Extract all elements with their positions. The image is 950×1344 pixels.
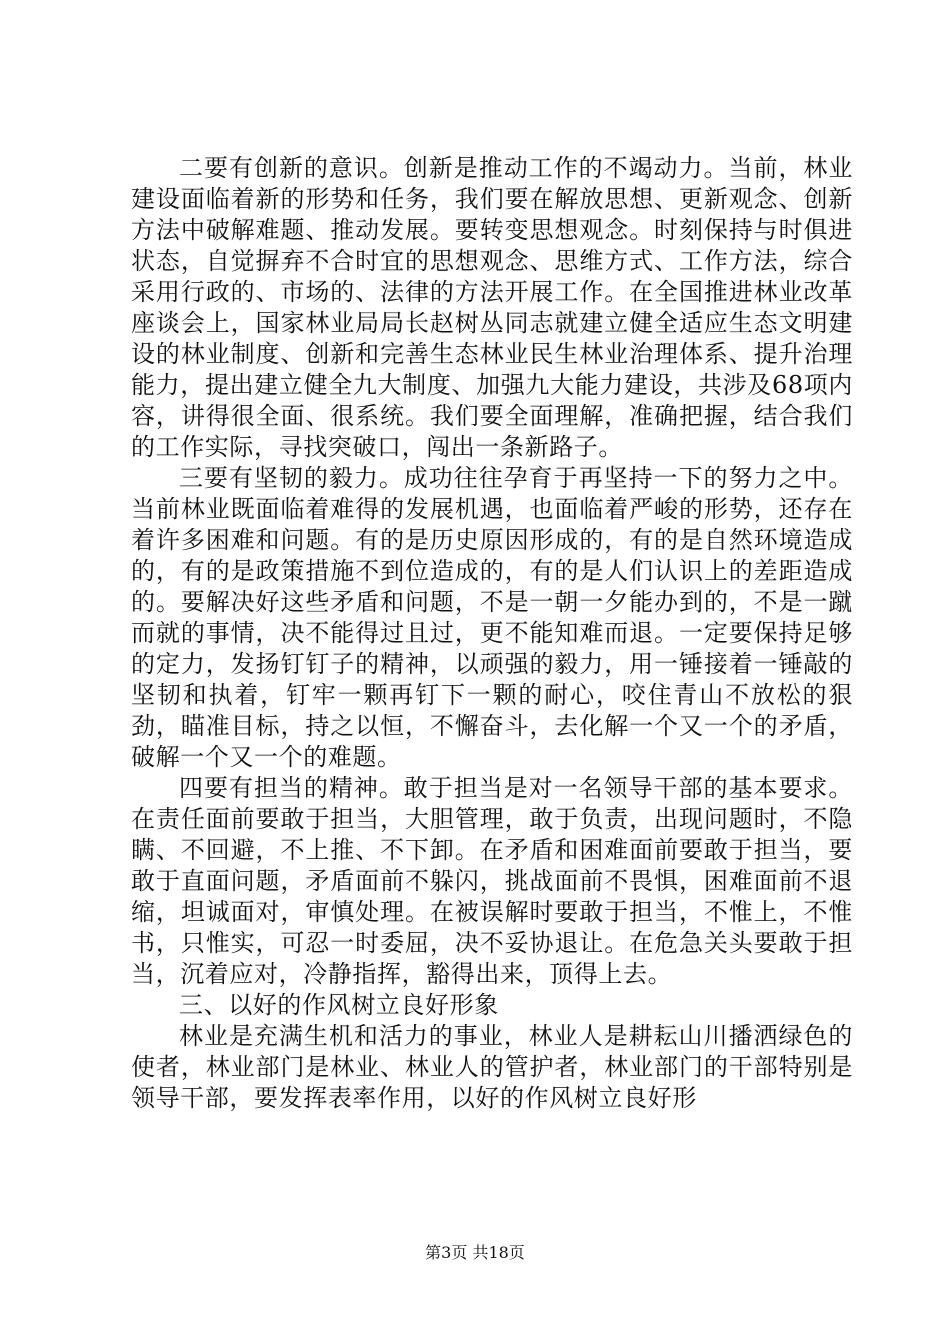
paragraph-innovation: 二要有创新的意识。创新是推动工作的不竭动力。当前，林业建设面临着新的形势和任务，我们要在解放思想、更新观念、创新方法中破解难题、推动发展。要转变思想观念。时刻保持与时俱进状态，自觉摒弃不合时宜的思想观念、思维方式、工作方法，综合采用行政的、市场的、法律的方法开展工作。在全国推进林业改革座谈会上，国家林业局局长赵树丛同志就建立健全适应生态文明建设的林业制度、创新和完善生态林业民生林业治理体系、提升治理能力，提出建立健全九大制度、加强九大能力建设，共涉及68项内容，讲得很全面、很系统。我们要全面理解，准确把握，结合我们的工作实际，寻找突破口，闯出一条新路子。 bbox=[131, 154, 853, 461]
paragraph-forestry-image: 林业是充满生机和活力的事业，林业人是耕耘山川播洒绿色的使者，林业部门是林业、林业人的管护者，林业部门的干部特别是领导干部，要发挥表率作用，以好的作风树立良好形 bbox=[131, 1022, 853, 1112]
section-heading: 三、以好的作风树立良好形象 bbox=[179, 991, 499, 1019]
paragraph-responsibility: 四要有担当的精神。敢于担当是对一名领导干部的基本要求。在责任面前要敢于担当，大胆管理，敢于负责，出现问题时，不隐瞒、不回避，不上推、不下卸。在矛盾和困难面前要敢于担当，要敢于直面问题，矛盾面前不躲闪，挑战面前不畏惧，困难面前不退缩，坦诚面对，审慎处理。在被误解时要敢于担当，不惟上，不惟书，只惟实，可忍一时委屈，决不妥协退让。在危急关头要敢于担当，沉着应对，冷静指挥，豁得出来，顶得上去。 bbox=[131, 774, 853, 988]
document-body bbox=[131, 153, 853, 1114]
paragraph-perseverance: 三要有坚韧的毅力。成功往往孕育于再坚持一下的努力之中。当前林业既面临着难得的发展机遇，也面临着严峻的形势，还存在着许多困难和问题。有的是历史原因形成的，有的是自然环境造成的，有的是政策措施不到位造成的，有的是人们认识上的差距造成的。要解决好这些矛盾和问题，不是一朝一夕能办到的，不是一蹴而就的事情，决不能得过且过，更不能知难而退。一定要保持足够的定力，发扬钉钉子的精神，以顽强的毅力，用一锤接着一锤敲的坚韧和执着，钉牢一颗再钉下一颗的耐心，咬住青山不放松的狠劲，瞄准目标，持之以恒，不懈奋斗，去化解一个又一个的矛盾，破解一个又一个的难题。 bbox=[131, 464, 853, 771]
page-number-footer: 第3页 共18页 bbox=[425, 1243, 525, 1262]
